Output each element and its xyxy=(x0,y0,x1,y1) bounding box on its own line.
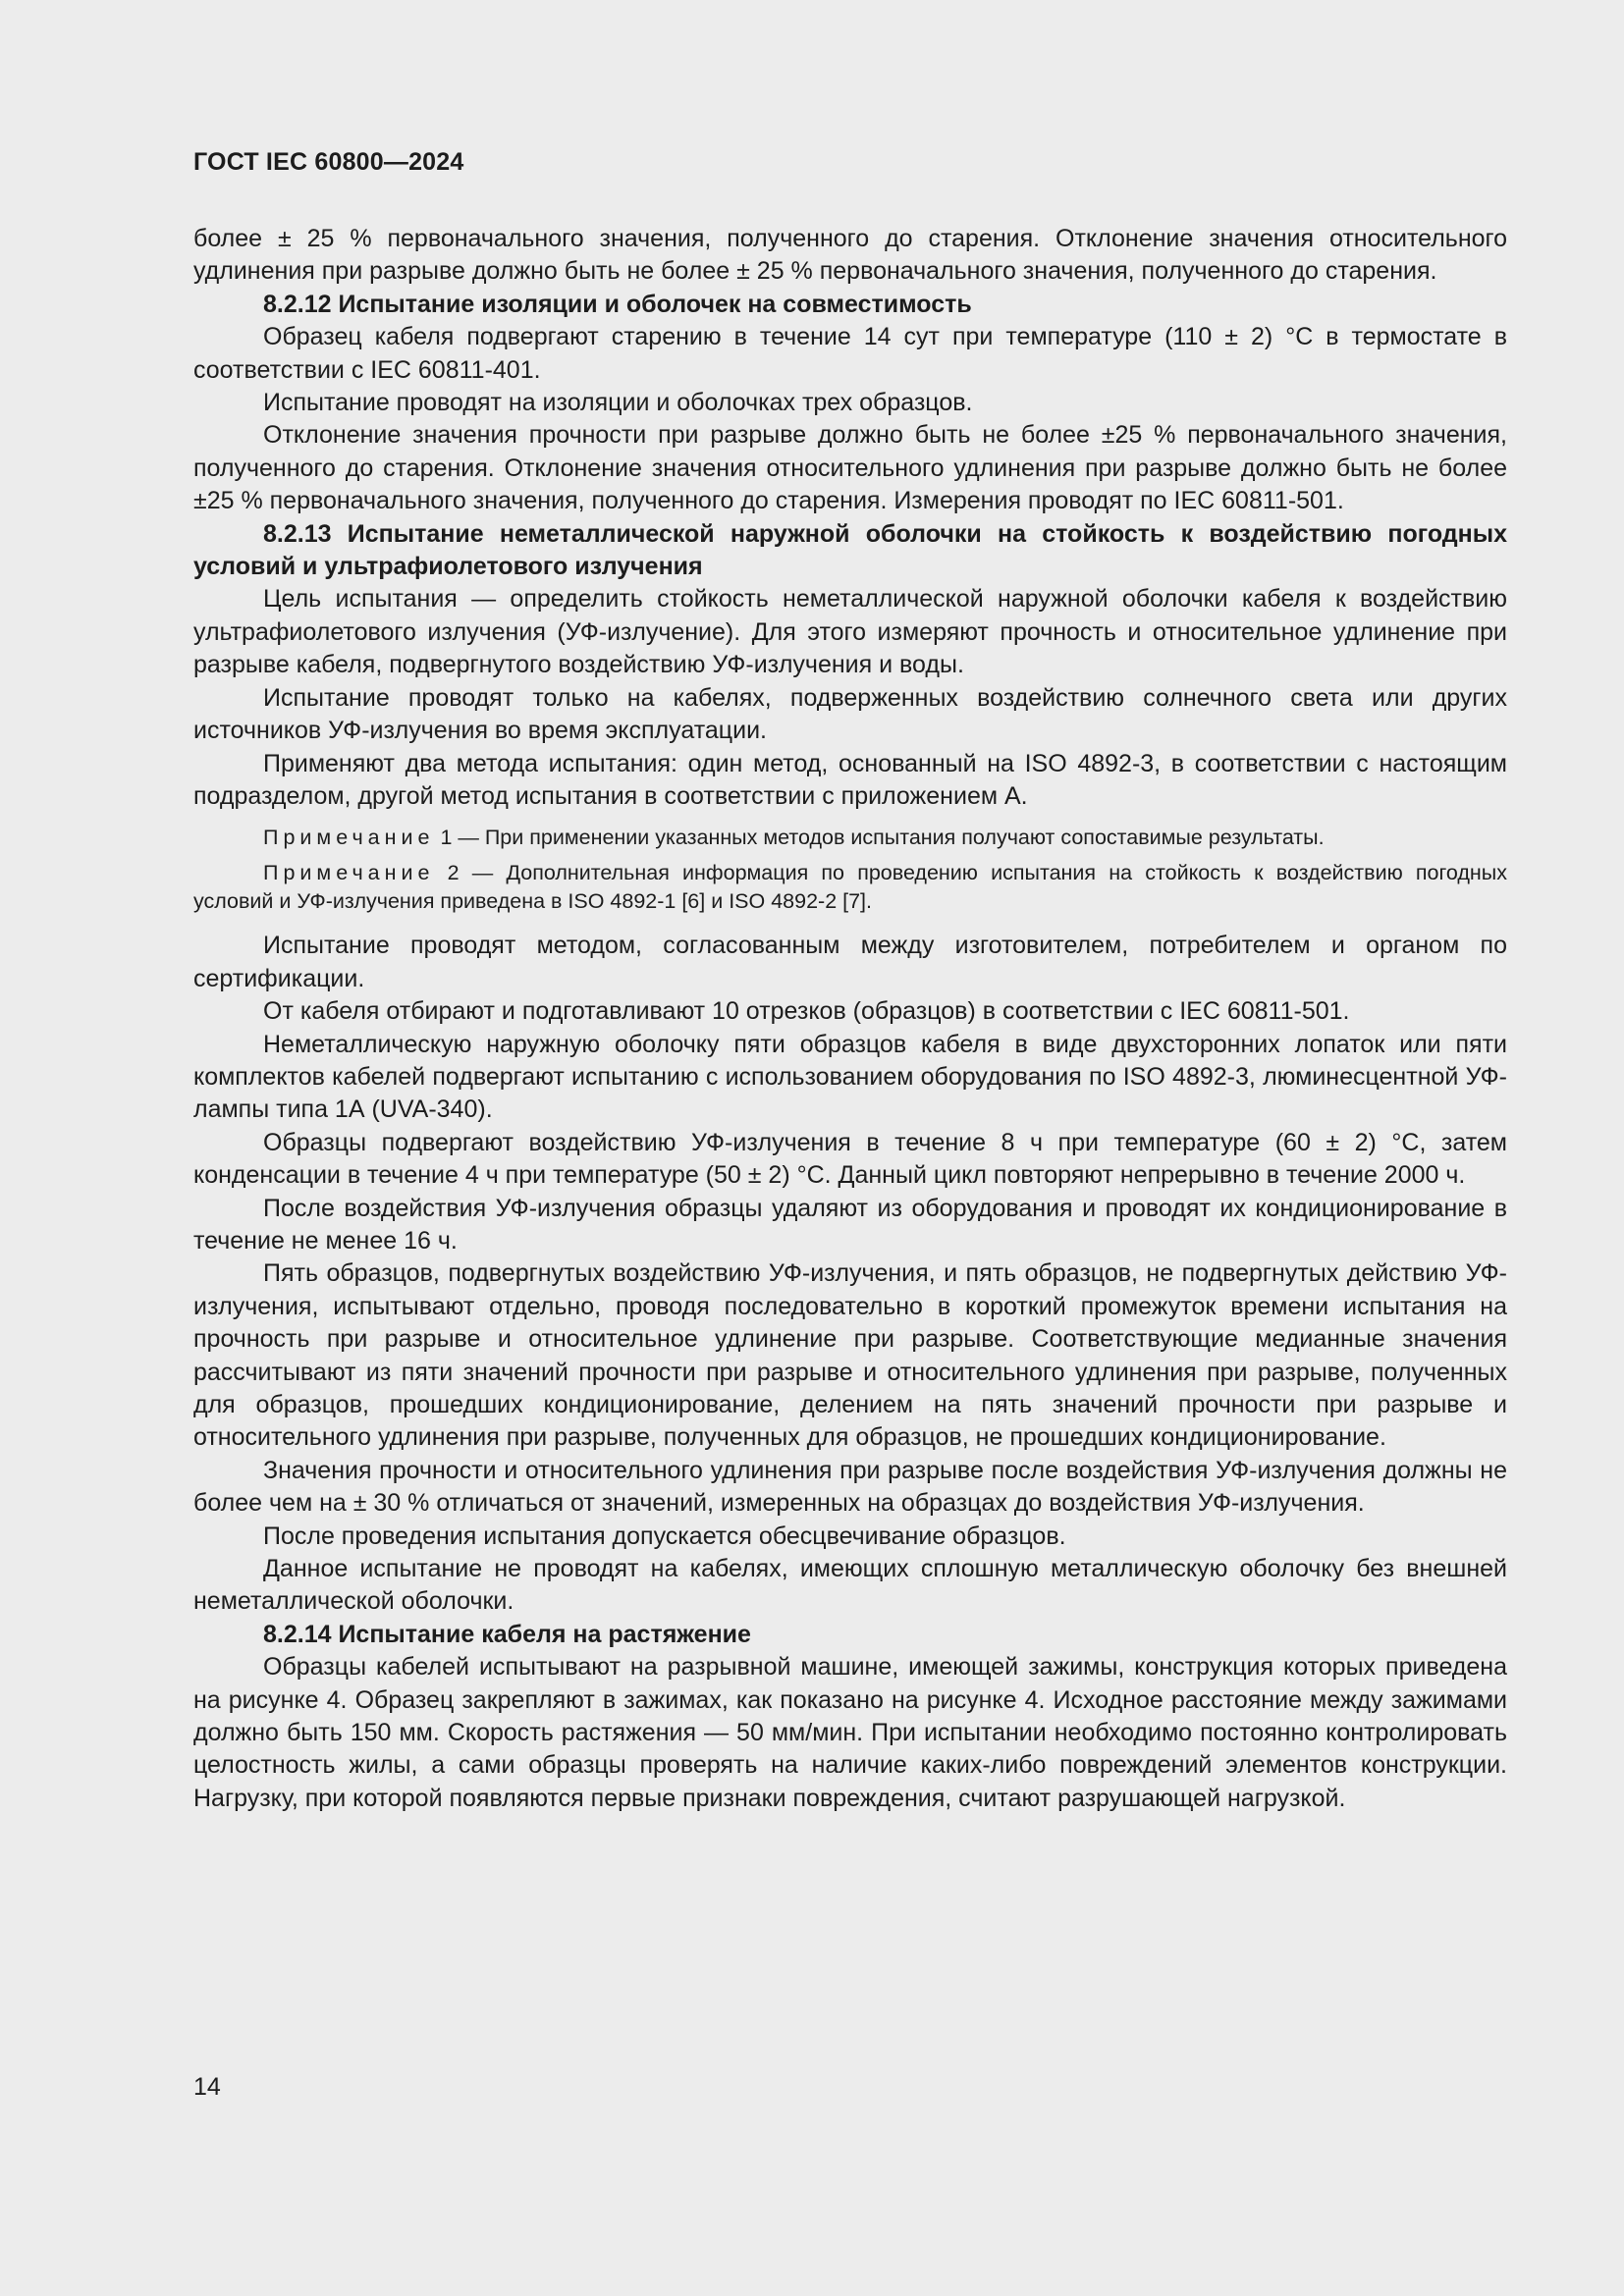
paragraph: Испытание проводят только на кабелях, подверженных воздействию солнечного света или других источников УФ-излучения во время эксплуатации. xyxy=(193,683,1507,745)
paragraph: Применяют два метода испытания: один метод, основанный на ISO 4892-3, в соответствии с настоящим подразделом, другой метод испытания в соответствии с приложением А. xyxy=(193,749,1507,810)
section-heading-8-2-13: 8.2.13 Испытание неметаллической наружной оболочки на стойкость к воздействию погодных условий и ультрафиолетового излучения xyxy=(193,519,1507,581)
paragraph: Данное испытание не проводят на кабелях, имеющих сплошную металлическую оболочку без внешней неметаллической оболочки. xyxy=(193,1555,1507,1616)
note-2 xyxy=(193,859,1507,916)
page-content xyxy=(193,223,1507,1815)
document-header: ГОСТ IEC 60800—2024 xyxy=(193,148,464,176)
paragraph: Цель испытания — определить стойкость неметаллической наружной оболочки кабеля к воздействию ультрафиолетового излучения (УФ-излучение). Для этого измеряют прочность и относительное удлинение при разрыве кабеля, подвергнутого воздействию УФ-излучения и воды. xyxy=(193,585,1507,679)
paragraph: Значения прочности и относительного удлинения при разрыве после воздействия УФ-излучения должны не более чем на ± 30 % отличаться от значений, измеренных на образцах до воздействия УФ-излучения. xyxy=(193,1456,1507,1518)
paragraph: После проведения испытания допускается обесцвечивание образцов. xyxy=(263,1522,1066,1550)
note-1 xyxy=(193,824,1507,852)
paragraph: Испытание проводят методом, согласованным между изготовителем, потребителем и органом по сертификации. xyxy=(193,932,1507,992)
paragraph: Образцы подвергают воздействию УФ-излучения в течение 8 ч при температуре (60 ± 2) °С, затем конденсации в течение 4 ч при температуре (50 ± 2) °С. Данный цикл повторяют непрерывно в течение 2000 ч. xyxy=(193,1128,1507,1190)
paragraph: Пять образцов, подвергнутых воздействию УФ-излучения, и пять образцов, не подвергнутых действию УФ-излучения, испытывают отдельно, проводя последовательно в короткий промежуток времени испытания на прочность при разрыве и относительное удлинение при разрыве. Соответствующие медианные значения рассчитывают из пяти значений прочности при разрыве и относительного удлинения при разрыве, полученных для образцов, прошедших кондиционирование, делением на пять значений прочности при разрыве и относительного удлинения при разрыве, полученных для образцов, не прошедших кондиционирование. xyxy=(193,1259,1507,1452)
paragraph: Испытание проводят на изоляции и оболочках трех образцов. xyxy=(263,389,973,417)
paragraph: После воздействия УФ-излучения образцы удаляют из оборудования и проводят их кондиционирование в течение не менее 16 ч. xyxy=(193,1194,1507,1255)
paragraph: От кабеля отбирают и подготавливают 10 отрезков (образцов) в соответствии с IEC 60811-501. xyxy=(263,997,1350,1026)
paragraph: Образец кабеля подвергают старению в течение 14 сут при температуре (110 ± 2) °С в термостате в соответствии с IEC 60811-401. xyxy=(193,323,1507,384)
paragraph: Отклонение значения прочности при разрыве должно быть не более ±25 % первоначального значения, полученного до старения. Отклонение значения относительного удлинения при разрыве должно быть не более ±25 % первоначального значения, полученного до старения. Измерения проводят по IEC 60811-501. xyxy=(193,421,1507,515)
paragraph: Образцы кабелей испытывают на разрывной машине, имеющей зажимы, конструкция которых приведена на рисунке 4. Образец закрепляют в зажимах, как показано на рисунке 4. Исходное расстояние между зажимами должно быть 150 мм. Скорость растяжения — 50 мм/мин. При испытании необходимо постоянно контролировать целостность жилы, а сами образцы проверять на наличие каких-либо повреждений элементов конструкции. Нагрузку, при которой появляются первые признаки повреждения, считают разрушающей нагрузкой. xyxy=(193,1653,1507,1812)
note-text: 2 — Дополнительная информация по проведению испытания на стойкость к воздействию погодных условий и УФ-излучения приведена в ISO 4892-1 [6] и ISO 4892-2 [7]. xyxy=(193,861,1507,914)
paragraph: Неметаллическую наружную оболочку пяти образцов кабеля в виде двухсторонних лопаток или пяти комплектов кабелей подвергают испытанию с использованием оборудования по ISO 4892-3, люминесцентной УФ-лампы типа 1А (UVA-340). xyxy=(193,1030,1507,1124)
note-text: 1 — При применении указанных методов испытания получают сопоставимые результаты. xyxy=(440,826,1325,850)
section-heading-8-2-12: 8.2.12 Испытание изоляции и оболочек на совместимость xyxy=(263,290,972,318)
section-heading-8-2-14: 8.2.14 Испытание кабеля на растяжение xyxy=(263,1620,751,1648)
note-label: Примечание xyxy=(263,861,435,885)
note-label: Примечание xyxy=(263,826,435,850)
paragraph-continuation: более ± 25 % первоначального значения, полученного до старения. Отклонение значения относительного удлинения при разрыве должно быть не более ± 25 % первоначального значения, полученного до старения. xyxy=(193,225,1507,286)
page-number: 14 xyxy=(193,2073,221,2101)
